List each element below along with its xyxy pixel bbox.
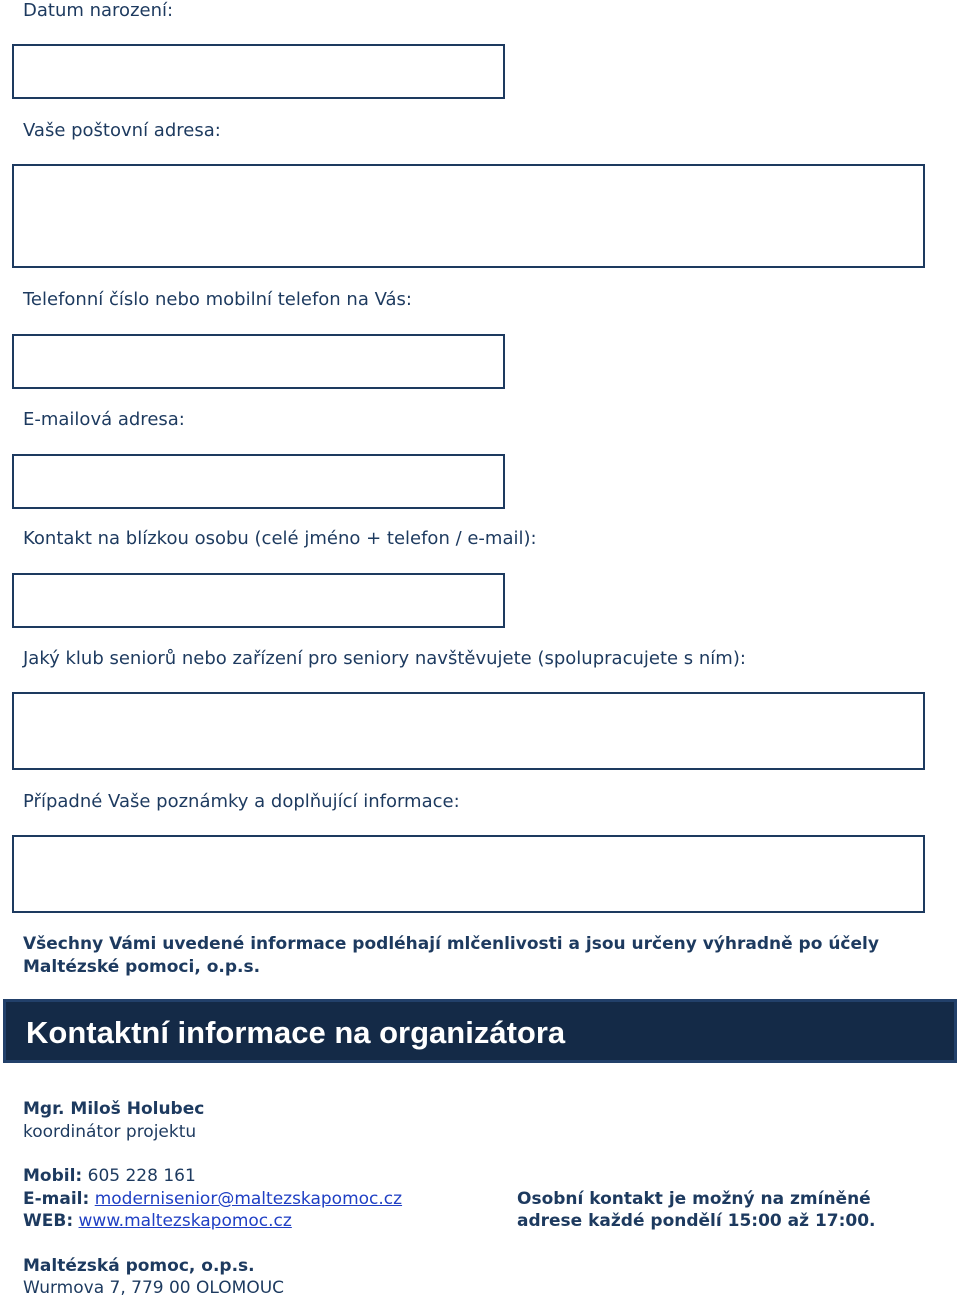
address-field[interactable]: [12, 164, 925, 268]
club-label: Jaký klub seniorů nebo zařízení pro seniory navštěvujete (spolupracujete s ním):: [23, 648, 746, 669]
organizer-name: Mgr. Miloš Holubec: [23, 1099, 205, 1119]
organizer-role: koordinátor projektu: [23, 1122, 197, 1142]
notes-field[interactable]: [12, 835, 925, 913]
close-contact-field[interactable]: [12, 573, 505, 628]
personal-contact-line-2: adrese každé pondělí 15:00 až 17:00.: [517, 1211, 876, 1231]
email-line: [23, 1188, 402, 1211]
birth-date-label: Datum narození:: [23, 0, 174, 21]
web-label: WEB:: [23, 1211, 74, 1231]
web-line: [23, 1210, 292, 1233]
phone-field[interactable]: [12, 334, 505, 389]
personal-contact-line-1: Osobní kontakt je možný na zmíněné: [517, 1189, 871, 1209]
organization-name: Maltézská pomoc, o.p.s.: [23, 1256, 255, 1276]
close-contact-label: Kontakt na blízkou osobu (celé jméno + telefon / e-mail):: [23, 528, 537, 549]
organizer-section-banner: [3, 999, 957, 1063]
email-field[interactable]: [12, 454, 505, 509]
phone-label: Telefonní číslo nebo mobilní telefon na Vás:: [23, 289, 412, 310]
club-field[interactable]: [12, 692, 925, 770]
email-contact-label: E-mail:: [23, 1189, 90, 1209]
address-label: Vaše poštovní adresa:: [23, 120, 221, 141]
mobile-line: [23, 1165, 196, 1188]
organization-address: Wurmova 7, 779 00 OLOMOUC: [23, 1278, 285, 1298]
birth-date-field[interactable]: [12, 44, 505, 99]
email-link[interactable]: modernisenior@maltezskapomoc.cz: [94, 1189, 403, 1209]
mobile-label: Mobil:: [23, 1166, 83, 1186]
web-link[interactable]: www.maltezskapomoc.cz: [78, 1211, 292, 1231]
email-label: E-mailová adresa:: [23, 409, 185, 430]
notes-label: Případné Vaše poznámky a doplňující informace:: [23, 791, 460, 812]
section-title: Kontaktní informace na organizátora: [26, 1015, 566, 1050]
confidentiality-notice: Všechny Vámi uvedené informace podléhají mlčenlivosti a jsou určeny výhradně po účely Maltézské pomoci, o.p.s.: [23, 934, 879, 977]
mobile-value: 605 228 161: [87, 1166, 196, 1186]
